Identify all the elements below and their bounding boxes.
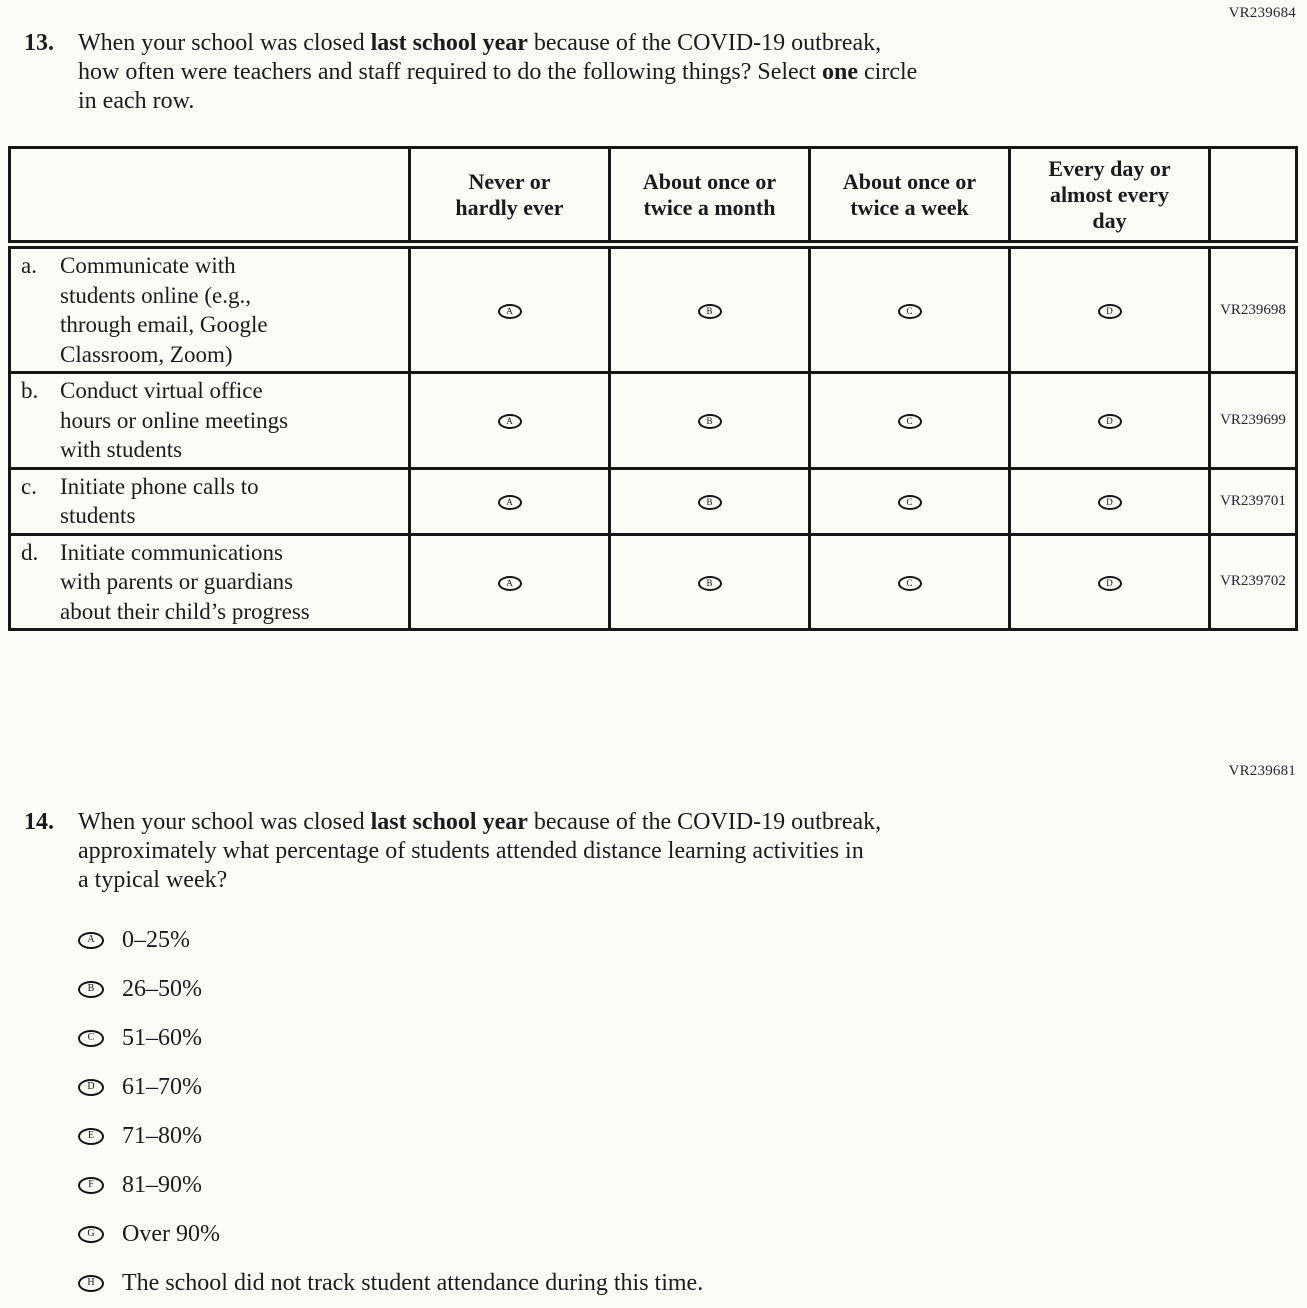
- row-d-cell-once-week: [810, 534, 1010, 630]
- column-header-every-day: [1010, 148, 1210, 245]
- q13-line2-pre: how often were teachers and staff required to do the following things? Select: [78, 59, 822, 85]
- row-d-item-code: VR239702: [1210, 534, 1297, 630]
- row-a-line-3: through email, Google: [60, 312, 268, 337]
- header-week-line-1: About once or: [842, 168, 977, 194]
- row-a-cell-never: [410, 245, 610, 373]
- row-d-bubble-C[interactable]: C: [898, 576, 922, 591]
- row-a-cell-every-day: [1010, 245, 1210, 373]
- row-c-item-code: VR239701: [1210, 468, 1297, 534]
- row-b-cell-never: [410, 373, 610, 469]
- row-b-label: [10, 373, 410, 469]
- q14-option-g-label: Over 90%: [122, 1220, 220, 1247]
- q14-line1-post: because of the COVID-19 outbreak,: [527, 809, 882, 835]
- row-c-bubble-C[interactable]: C: [898, 495, 922, 510]
- q14-option-g: [78, 1219, 703, 1249]
- question-13-line-3: [78, 87, 917, 116]
- row-d-bubble-B[interactable]: B: [698, 576, 722, 591]
- question-13-text: [78, 29, 917, 116]
- row-d-bubble-A[interactable]: A: [498, 576, 522, 591]
- row-b-letter: b.: [21, 378, 39, 403]
- q14-bubble-G[interactable]: G: [78, 1226, 104, 1243]
- row-b-bubble-B[interactable]: B: [698, 414, 722, 429]
- table-row-d: [10, 534, 1297, 630]
- q14-bubble-H[interactable]: H: [78, 1275, 104, 1292]
- q14-option-e-label: 71–80%: [122, 1122, 202, 1149]
- column-header-never: [410, 148, 610, 245]
- q14-line3: a typical week?: [78, 867, 228, 893]
- row-b-cell-once-week: [810, 373, 1010, 469]
- q14-option-f: [78, 1170, 703, 1200]
- header-month-line-2: twice a month: [643, 194, 776, 220]
- row-a-letter: a.: [21, 253, 37, 278]
- table-row-c: [10, 468, 1297, 534]
- table-header-row: [10, 148, 1297, 245]
- q14-option-a: [78, 925, 703, 955]
- row-b-bubble-A[interactable]: A: [498, 414, 522, 429]
- header-week-line-2: twice a week: [850, 194, 969, 220]
- q14-bubble-C[interactable]: C: [78, 1030, 104, 1047]
- row-c-bubble-A[interactable]: A: [498, 495, 522, 510]
- q14-option-h: [78, 1268, 703, 1298]
- q13-line2-bold: one: [822, 59, 858, 85]
- q14-option-b-label: 26–50%: [122, 975, 202, 1002]
- row-a-bubble-C[interactable]: C: [898, 304, 922, 319]
- q13-line1-post: because of the COVID-19 outbreak,: [527, 30, 882, 56]
- q14-line1-pre: When your school was closed: [78, 809, 371, 835]
- question-14-text: [78, 808, 881, 895]
- row-c-cell-every-day: [1010, 468, 1210, 534]
- row-c-letter: c.: [21, 473, 37, 499]
- row-b-cell-every-day: [1010, 373, 1210, 469]
- row-a-bubble-D[interactable]: D: [1098, 304, 1122, 319]
- row-a-cell-once-week: [810, 245, 1010, 373]
- row-c-line-2: students: [60, 503, 136, 528]
- row-a-bubble-A[interactable]: A: [498, 304, 522, 319]
- question-14-line-3: [78, 866, 881, 895]
- row-a-cell-once-month: [610, 245, 810, 373]
- header-empty-right: [1210, 148, 1297, 245]
- q14-option-e: [78, 1121, 703, 1151]
- row-d-cell-never: [410, 534, 610, 630]
- row-b-line-3: with students: [60, 437, 183, 462]
- row-a-bubble-B[interactable]: B: [698, 304, 722, 319]
- q14-line1-bold: last school year: [370, 809, 528, 835]
- row-a-line-2: students online (e.g.,: [60, 282, 251, 308]
- q14-line2: approximately what percentage of students attended distance learning activities in: [78, 838, 864, 864]
- row-d-line-2: with parents or guardians: [60, 569, 294, 594]
- q14-options-list: [78, 925, 703, 1308]
- row-b-line-2: hours or online meetings: [60, 407, 289, 433]
- row-c-cell-never: [410, 468, 610, 534]
- q14-bubble-B[interactable]: B: [78, 981, 104, 998]
- q14-option-c: [78, 1023, 703, 1053]
- q14-option-b: [78, 974, 703, 1004]
- q14-bubble-F[interactable]: F: [78, 1177, 104, 1194]
- question-14-line-2: [78, 837, 881, 866]
- row-d-letter: d.: [21, 539, 39, 565]
- q13-line3: in each row.: [78, 88, 195, 114]
- q14-option-a-label: 0–25%: [122, 926, 190, 953]
- q14-option-h-label: The school did not track student attendance during this time.: [122, 1269, 704, 1296]
- question-14-number: 14.: [24, 809, 54, 835]
- form-code-top-right: VR239684: [1228, 5, 1296, 21]
- header-day-line-2: almost every: [1049, 181, 1170, 207]
- row-c-bubble-B[interactable]: B: [698, 495, 722, 510]
- row-a-label: [10, 245, 410, 373]
- question-13-number: 13.: [24, 30, 54, 56]
- q14-bubble-A[interactable]: A: [78, 932, 104, 949]
- question-13: [24, 29, 917, 116]
- header-empty-left: [10, 148, 410, 245]
- q14-option-f-label: 81–90%: [122, 1171, 202, 1198]
- q13-line2-post: circle: [858, 59, 918, 85]
- question-13-line-2: [78, 58, 917, 87]
- row-b-cell-once-month: [610, 373, 810, 469]
- row-a-line-1: Communicate with: [60, 253, 236, 278]
- header-day-line-1: Every day or: [1048, 155, 1171, 181]
- row-d-bubble-D[interactable]: D: [1098, 576, 1122, 591]
- q14-option-c-label: 51–60%: [122, 1024, 202, 1051]
- row-a-item-code: VR239698: [1210, 245, 1297, 373]
- q13-line1-pre: When your school was closed: [78, 30, 371, 56]
- row-d-cell-every-day: [1010, 534, 1210, 630]
- q14-option-d-label: 61–70%: [122, 1073, 202, 1100]
- header-never-line-2: hardly ever: [455, 194, 564, 220]
- row-b-item-code: VR239699: [1210, 373, 1297, 469]
- row-d-line-1: Initiate communications: [60, 539, 283, 565]
- question-13-line-1: [78, 29, 917, 58]
- form-code-section: VR239681: [1228, 763, 1296, 779]
- question-14-line-1: [78, 808, 881, 837]
- header-month-line-1: About once or: [642, 168, 777, 194]
- column-header-once-week: [810, 148, 1010, 245]
- table-row-b: [10, 373, 1297, 469]
- row-c-bubble-D[interactable]: D: [1098, 495, 1122, 510]
- q13-line1-bold: last school year: [370, 30, 528, 56]
- row-c-line-1: Initiate phone calls to: [60, 473, 259, 499]
- q14-option-d: [78, 1072, 703, 1102]
- row-c-label: [10, 468, 410, 534]
- q13-response-table: [8, 146, 1298, 631]
- row-d-cell-once-month: [610, 534, 810, 630]
- row-b-line-1: Conduct virtual office: [60, 378, 263, 403]
- table-row-a: [10, 245, 1297, 373]
- row-c-cell-once-month: [610, 468, 810, 534]
- header-day-line-3: day: [1092, 207, 1127, 233]
- q14-bubble-D[interactable]: D: [78, 1079, 104, 1096]
- row-d-label: [10, 534, 410, 630]
- row-c-cell-once-week: [810, 468, 1010, 534]
- header-never-line-1: Never or: [468, 168, 551, 194]
- row-b-bubble-C[interactable]: C: [898, 414, 922, 429]
- column-header-once-month: [610, 148, 810, 245]
- row-d-line-3: about their child’s progress: [60, 598, 310, 624]
- q14-bubble-E[interactable]: E: [78, 1128, 104, 1145]
- row-a-line-4: Classroom, Zoom): [60, 341, 233, 367]
- row-b-bubble-D[interactable]: D: [1098, 414, 1122, 429]
- question-14: [24, 808, 881, 895]
